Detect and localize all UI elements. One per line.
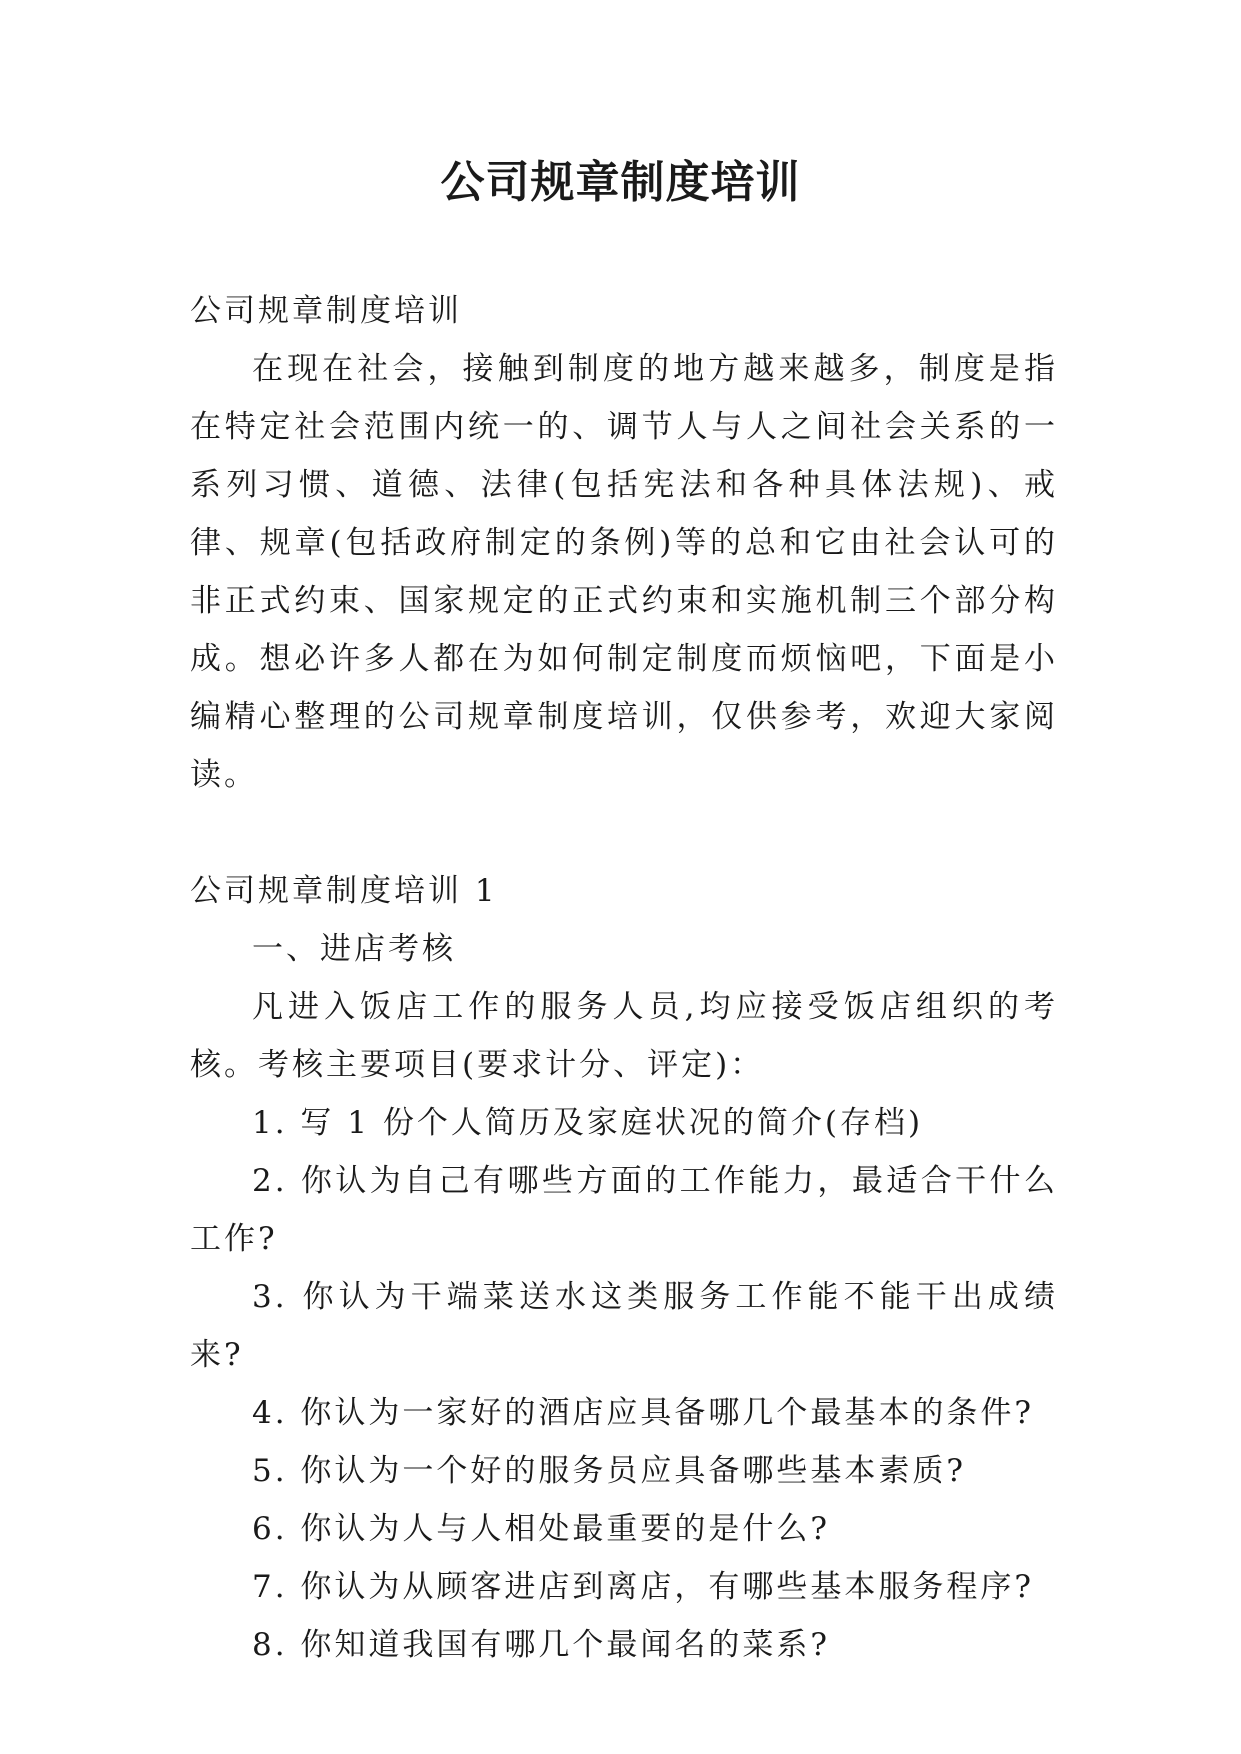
list-item: 8. 你知道我国有哪几个最闻名的菜系?	[252, 1627, 831, 1663]
spacer	[190, 804, 1058, 862]
list-item: 3. 你认为干端菜送水这类服务工作能不能干出成绩来?	[190, 1279, 1058, 1373]
list-item: 7. 你认为从顾客进店到离店，有哪些基本服务程序?	[252, 1569, 1035, 1605]
intro-paragraph: 在现在社会，接触到制度的地方越来越多，制度是指在特定社会范围内统一的、调节人与人之间社会关系的一系列习惯、道德、法律(包括宪法和各种具体法规)、戒律、规章(包括政府制定的条例)等的总和它由社会认可的非正式约束、国家规定的正式约束和实施机制三个部分构成。想必许多人都在为如何制定制度而烦恼吧，下面是小编精心整理的公司规章制度培训，仅供参考，欢迎大家阅读。	[190, 351, 1058, 793]
list-item: 4. 你认为一家好的酒店应具备哪几个最基本的条件?	[252, 1395, 1035, 1431]
section-paragraph: 凡进入饭店工作的服务人员,均应接受饭店组织的考核。考核主要项目(要求计分、评定)：	[190, 989, 1058, 1083]
section-heading: 公司规章制度培训 1	[190, 873, 498, 909]
list-item: 1. 写 1 份个人简历及家庭状况的简介(存档)	[252, 1105, 924, 1141]
list-item: 5. 你认为一个好的服务员应具备哪些基本素质?	[252, 1453, 967, 1489]
list-item: 2. 你认为自己有哪些方面的工作能力，最适合干什么工作?	[190, 1163, 1058, 1257]
subtitle: 公司规章制度培训	[190, 293, 462, 329]
document-title: 公司规章制度培训	[440, 157, 801, 208]
section-subheading: 一、进店考核	[252, 931, 456, 967]
list-item: 6. 你认为人与人相处最重要的是什么?	[252, 1511, 831, 1547]
document-body	[190, 282, 1058, 1674]
